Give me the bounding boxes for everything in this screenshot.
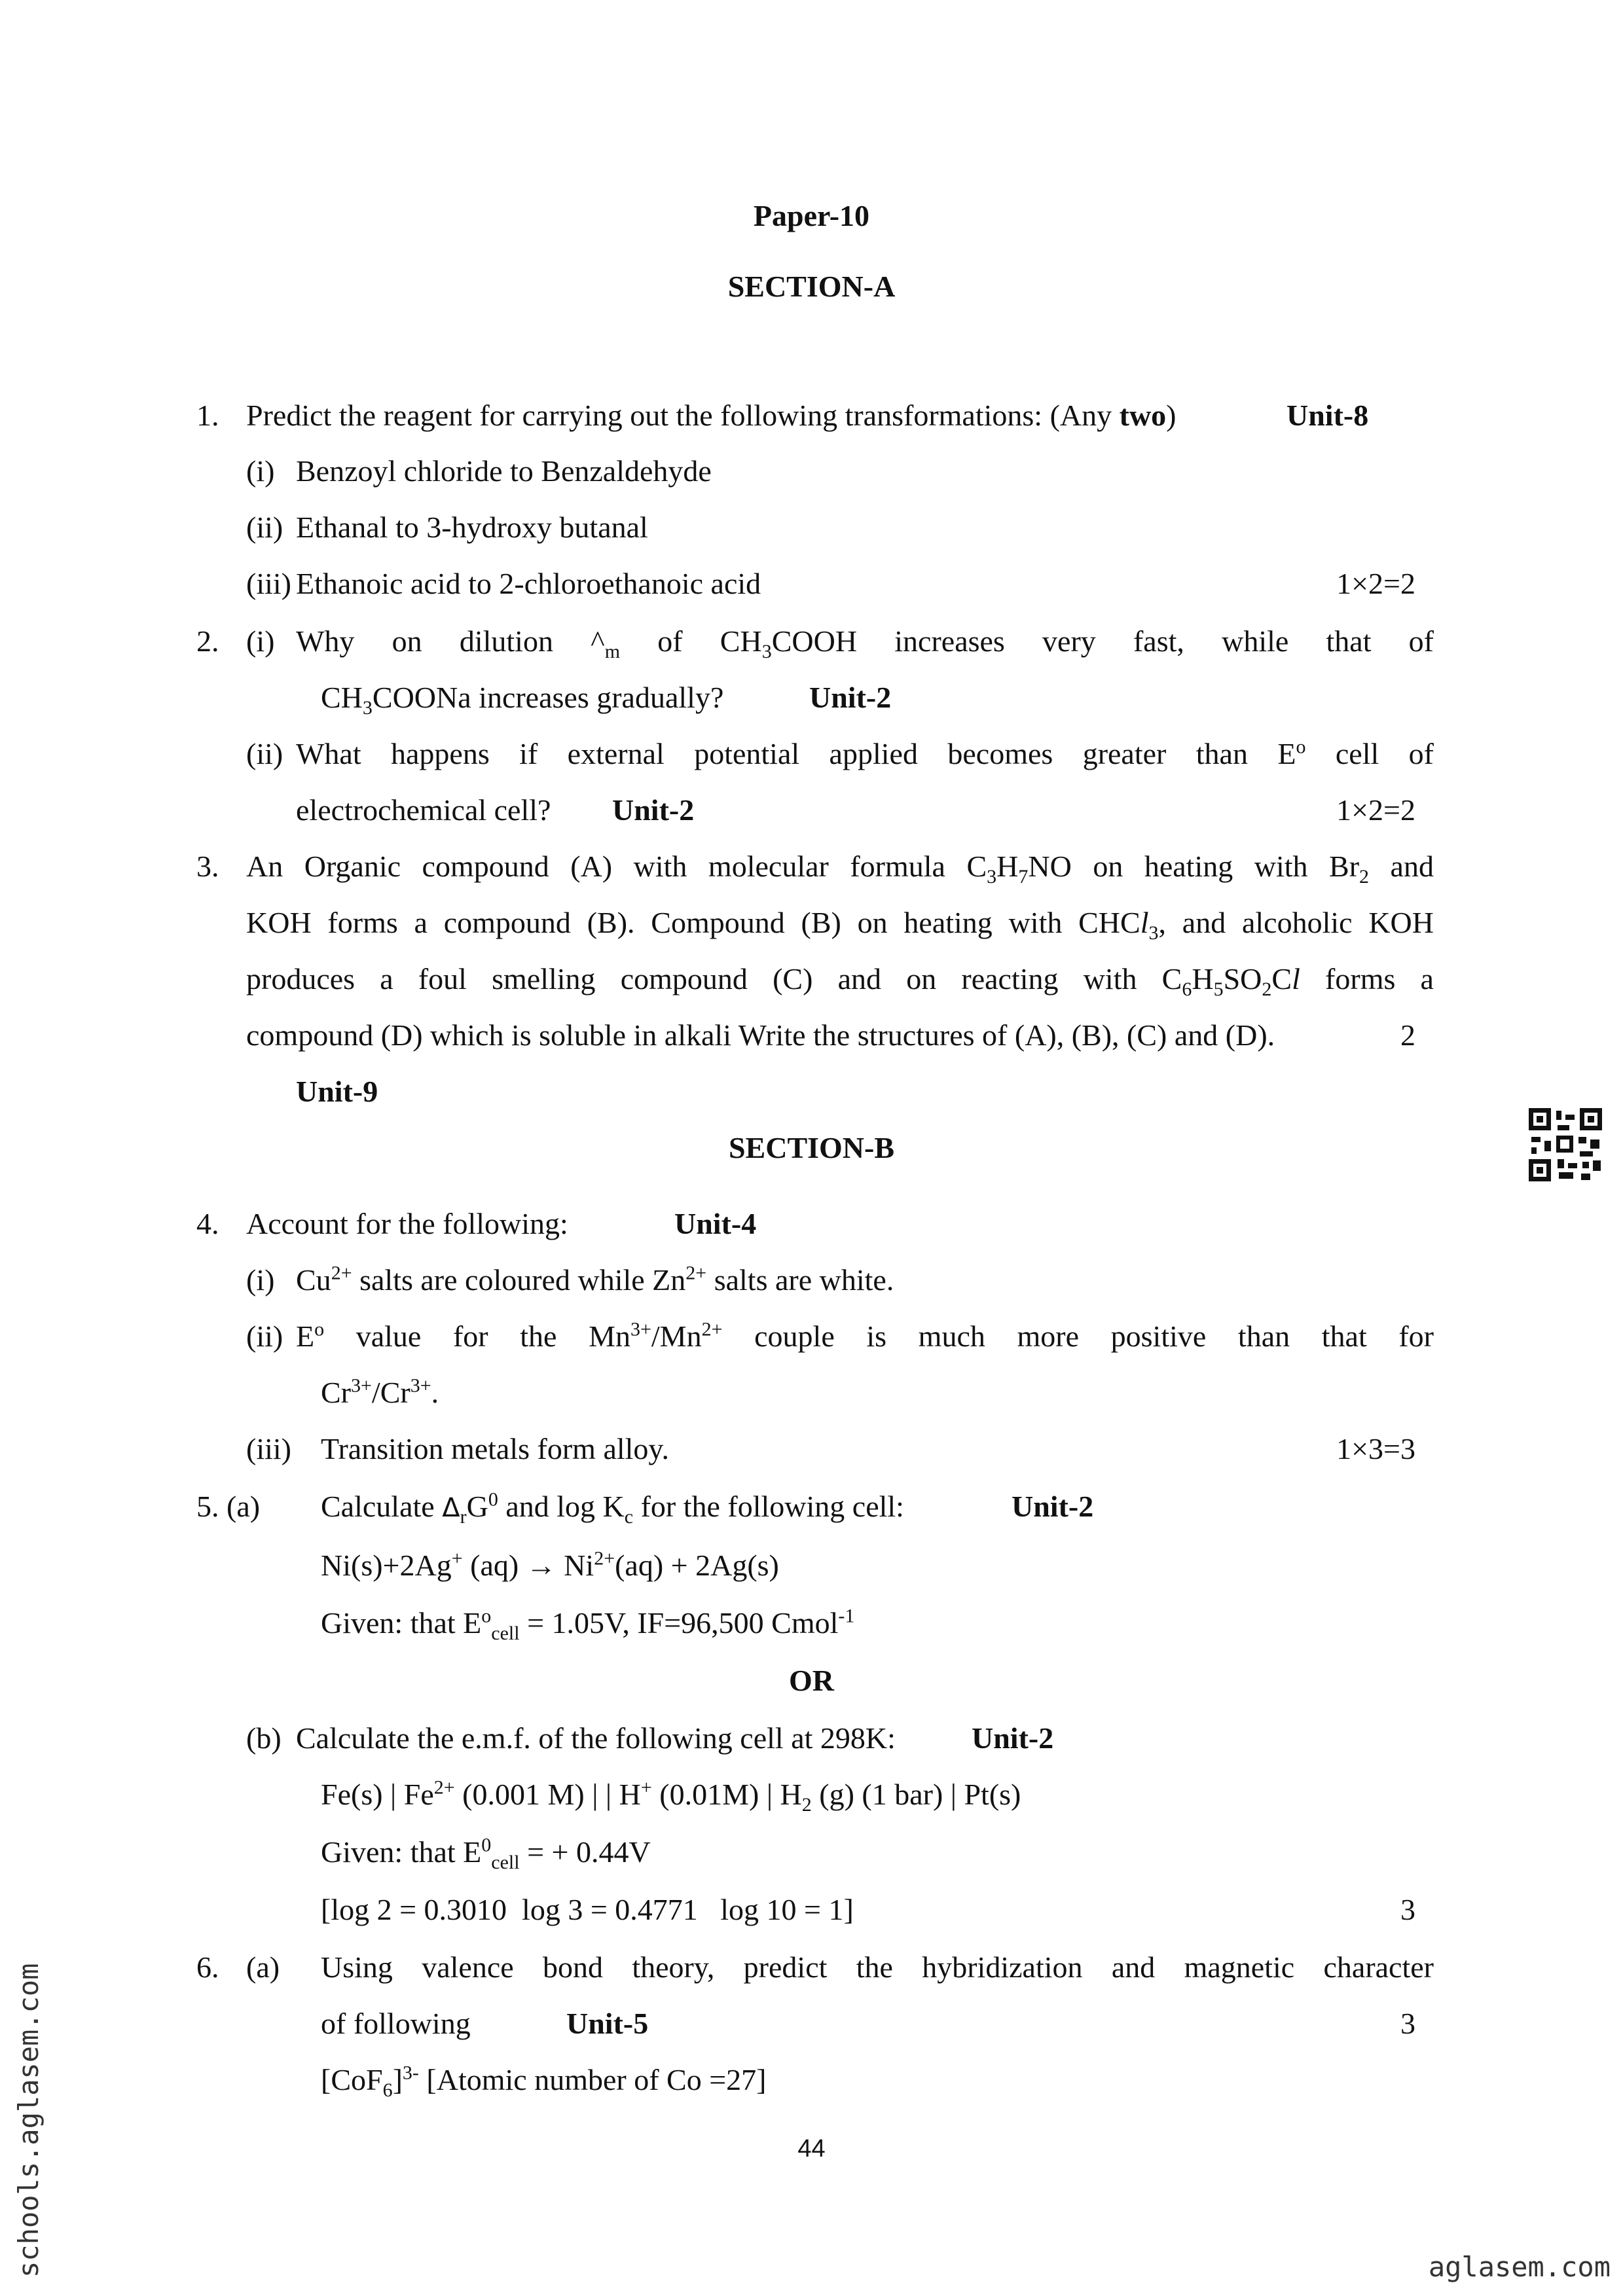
q2-i-line1: Why on dilution $\^{}_m$ of $CH_3COOH$ increases very fast, while that of: [296, 624, 1434, 663]
q4-i-label: (i): [246, 1263, 275, 1297]
q4-marks: 1×3=3: [1336, 1432, 1415, 1465]
q3-line3: produces a foul smelling compound (C) and on reacting with $C_6H_5SO_2Cl$ forms a: [246, 962, 1434, 1001]
q6-marks: 3: [1400, 2007, 1415, 2040]
q5-a-text: Calculate $\Delta_rG^0$ and $\log K_c$ for the following cell:: [321, 1488, 904, 1528]
q1-text: Predict the reagent for carrying out the following transformations: (Any two): [246, 399, 1176, 432]
q5-a-unit: Unit-2: [1012, 1490, 1094, 1523]
q2-marks: 1×2=2: [1336, 793, 1415, 827]
q5-b-cell: Fe(s) | $Fe^{2+}$ (0.001 M) | | H+ (0.01M) | $H_2$ (g) (1 bar) | Pt(s): [321, 1776, 1021, 1816]
q4-ii-line1: $E^o$ value for the $Mn^{3+}/Mn^{2+}$ couple is much more positive than that for: [296, 1318, 1434, 1353]
q1-item-i-label: (i): [246, 454, 275, 488]
q4-iii-text: Transition metals form alloy.: [321, 1432, 669, 1465]
q2-number: 2.: [196, 624, 219, 658]
q5-b-logs: [log 2 = 0.3010 log 3 = 0.4771 log 10 = 1]: [321, 1893, 854, 1926]
qr-code: [1529, 1108, 1602, 1181]
q5-a-given: Given: that $E^o_{cell} = 1.05V$, IF=96,500 Cmol$^{-1}$: [321, 1605, 855, 1645]
q2-i-unit: Unit-2: [809, 681, 892, 714]
q3-number: 3.: [196, 850, 219, 883]
section-a-heading: SECTION-A: [727, 270, 896, 303]
q5-a-equation: Ni(s)+2Ag+ $(aq) \to Ni^{2+}(aq) + 2Ag(s)$: [321, 1547, 779, 1582]
side-watermark: schools.aglasem.com: [12, 1963, 45, 2278]
q1-unit: Unit-8: [1286, 399, 1369, 432]
q3-line2: KOH forms a compound (B). Compound (B) on heating with CHCl$_3$, and alcoholic KOH: [246, 906, 1434, 944]
q5-number: 5. (a): [196, 1490, 261, 1523]
q2-i-label: (i): [246, 624, 275, 658]
bottom-watermark: aglasem.com: [1428, 2251, 1611, 2283]
q1-item-ii: Ethanal to 3-hydroxy butanal: [296, 511, 648, 544]
section-b-heading: SECTION-B: [728, 1131, 895, 1164]
q4-number: 4.: [196, 1207, 219, 1240]
q3-line4: compound (D) which is soluble in alkali Write the structures of (A), (B), (C) and (D).: [246, 1018, 1275, 1052]
page-number: 44: [797, 2135, 826, 2162]
q2-i-line2: $CH_3COONa$ increases gradually?: [321, 681, 724, 719]
q4-ii-label: (ii): [246, 1319, 283, 1353]
q6-line2: of following: [321, 2007, 471, 2040]
q5-or: OR: [789, 1664, 834, 1697]
q4-iii-label: (iii): [246, 1432, 291, 1465]
q4-i-text: $Cu^{2+}$ salts are coloured while $Zn^{2+}$ salts are white.: [296, 1262, 894, 1297]
q1-item-i: Benzoyl chloride to Benzaldehyde: [296, 454, 712, 488]
q1-item-ii-label: (ii): [246, 511, 283, 544]
q2-ii-line2: electrochemical cell?: [296, 793, 551, 827]
q6-unit: Unit-5: [566, 2007, 649, 2040]
q6-line1: Using valence bond theory, predict the hybridization and magnetic character: [321, 1950, 1434, 1984]
q1-item-iii: Ethanoic acid to 2-chloroethanoic acid: [296, 567, 761, 600]
q5-marks: 3: [1400, 1893, 1415, 1926]
q6-number: 6.: [196, 1950, 219, 1984]
q4-intro: Account for the following:: [246, 1207, 568, 1240]
q3-marks: 2: [1400, 1018, 1415, 1052]
q1-item-iii-label: (iii): [246, 567, 291, 600]
q5-b-given: Given: that $E^0_{cell}$ = + 0.44V: [321, 1834, 651, 1874]
q1-number: 1.: [196, 399, 219, 432]
q3-line1: An Organic compound (A) with molecular formula $C_3H_7NO$ on heating with $Br_2$ and: [246, 850, 1434, 888]
q5-b-label: (b): [246, 1721, 282, 1755]
q4-unit: Unit-4: [674, 1207, 757, 1240]
q2-ii-label: (ii): [246, 737, 283, 770]
q4-ii-line2: $Cr^{3+}/Cr^{3+}$.: [321, 1374, 439, 1409]
q3-unit: Unit-9: [296, 1075, 378, 1108]
q6-a-label: (a): [246, 1950, 280, 1984]
q5-b-text: Calculate the e.m.f. of the following cell at 298K:: [296, 1721, 896, 1755]
q6-line3: $[CoF_6]^{3-}$ [Atomic number of Co =27]: [321, 2062, 767, 2102]
q1-marks: 1×2=2: [1336, 567, 1415, 600]
paper-title: Paper-10: [753, 199, 870, 232]
q5-b-unit: Unit-2: [972, 1721, 1054, 1755]
q2-ii-unit: Unit-2: [612, 793, 695, 827]
q2-ii-line1: What happens if external potential applied becomes greater than $E^o$ cell of: [296, 736, 1434, 770]
